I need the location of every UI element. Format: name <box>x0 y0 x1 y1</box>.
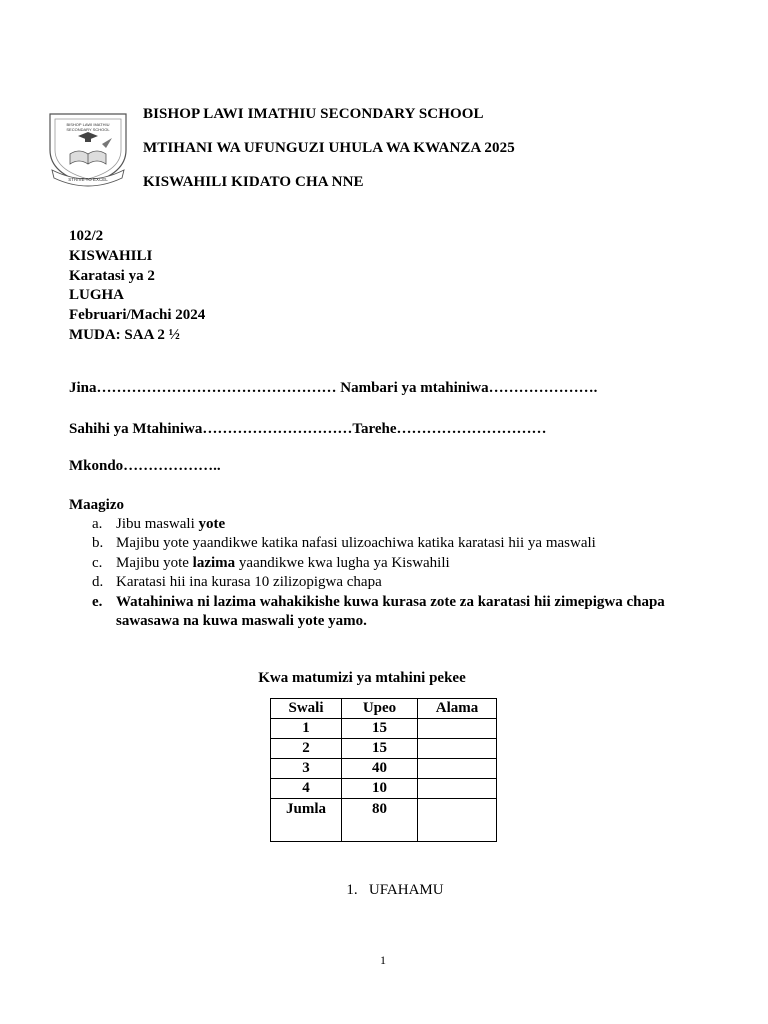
paper-subject: KISWAHILI <box>69 247 153 264</box>
paper-code: 102/2 <box>69 228 104 244</box>
paper-number: Karatasi ya 2 <box>69 267 155 284</box>
column-header-alama: Alama <box>418 699 497 719</box>
upeo-cell: 40 <box>342 759 418 779</box>
column-header-upeo: Upeo <box>342 699 418 719</box>
instructions-title: Maagizo <box>69 497 124 513</box>
section-heading: 1. UFAHAMU <box>346 882 444 898</box>
column-header-swali: Swali <box>271 699 342 719</box>
instruction-item <box>92 534 712 553</box>
instruction-emphasis: yote <box>198 516 226 532</box>
instruction-item <box>92 573 712 592</box>
total-upeo: 80 <box>342 799 418 842</box>
instruction-text-tail: yaandikwe kwa lugha ya Kiswahili <box>235 554 450 571</box>
instruction-item <box>92 515 712 534</box>
alama-cell[interactable] <box>418 759 497 779</box>
stream-field[interactable]: Mkondo……………….. <box>69 458 221 474</box>
instruction-marker: b. <box>92 535 104 552</box>
swali-cell: 3 <box>271 759 342 779</box>
paper-duration: MUDA: SAA 2 ½ <box>69 326 180 343</box>
table-row <box>271 759 497 779</box>
alama-cell[interactable] <box>418 739 497 759</box>
instruction-text: Jibu maswali <box>116 516 199 532</box>
instruction-marker: c. <box>92 554 103 571</box>
school-logo <box>46 110 130 188</box>
candidate-row-3 <box>69 458 221 475</box>
alama-cell[interactable] <box>418 779 497 799</box>
instruction-text: Karatasi hii ina kurasa 10 zilizopigwa chapa <box>116 574 382 591</box>
paper-date: Februari/Machi 2024 <box>69 307 206 324</box>
exam-title: MTIHANI WA UFUNGUZI UHULA WA KWANZA 2025 <box>143 140 515 156</box>
instruction-marker: e. <box>92 593 103 610</box>
page-number: 1 <box>380 953 386 967</box>
instruction-emphasis: Watahiniwa ni lazima wahakikishe kuwa kurasa zote za karatasi hii zimepigwa chapa sawasawa na kuwa maswali yote yamo. <box>116 593 665 630</box>
logo-name-line-1: BISHOP LAWI IMATHIU <box>66 122 110 127</box>
school-name: BISHOP LAWI IMATHIU SECONDARY SCHOOL <box>143 106 484 122</box>
name-field[interactable]: Jina………………………………………… <box>69 380 337 396</box>
instruction-item <box>92 593 712 632</box>
upeo-cell: 15 <box>342 719 418 739</box>
upeo-cell: 15 <box>342 739 418 759</box>
table-row <box>271 719 497 739</box>
logo-motto: STRIVE TO EXCEL <box>68 177 108 182</box>
paper-info <box>69 227 205 346</box>
instruction-text: Majibu yote yaandikwe katika nafasi ulizoachiwa katika karatasi hii ya maswali <box>116 535 596 552</box>
instruction-text: Majibu yote <box>116 554 193 571</box>
table-row <box>271 779 497 799</box>
total-alama[interactable] <box>418 799 497 842</box>
instructions-list <box>92 515 712 631</box>
candidate-row-1 <box>69 380 597 397</box>
table-total-row <box>271 799 497 842</box>
table-header-row <box>271 699 497 719</box>
instruction-marker: d. <box>92 574 104 591</box>
swali-cell: 4 <box>271 779 342 799</box>
marks-table-caption: Kwa matumizi ya mtahini pekee <box>258 670 466 686</box>
index-number-field[interactable]: Nambari ya mtahiniwa…………………. <box>336 380 598 396</box>
candidate-row-2 <box>69 421 547 438</box>
upeo-cell: 10 <box>342 779 418 799</box>
swali-cell: 2 <box>271 739 342 759</box>
alama-cell[interactable] <box>418 719 497 739</box>
swali-cell: 1 <box>271 719 342 739</box>
marks-table <box>270 698 497 842</box>
signature-field[interactable]: Sahihi ya Mtahiniwa………………………… <box>69 421 353 437</box>
instruction-marker: a. <box>92 516 103 532</box>
date-field[interactable]: Tarehe………………………… <box>352 421 547 437</box>
instruction-emphasis: lazima <box>192 554 236 571</box>
instruction-item <box>92 554 712 573</box>
table-row <box>271 739 497 759</box>
total-label: Jumla <box>271 799 342 842</box>
subject-title: KISWAHILI KIDATO CHA NNE <box>143 174 364 190</box>
logo-name-line-2: SECONDARY SCHOOL <box>66 127 110 132</box>
paper-section: LUGHA <box>69 287 125 304</box>
